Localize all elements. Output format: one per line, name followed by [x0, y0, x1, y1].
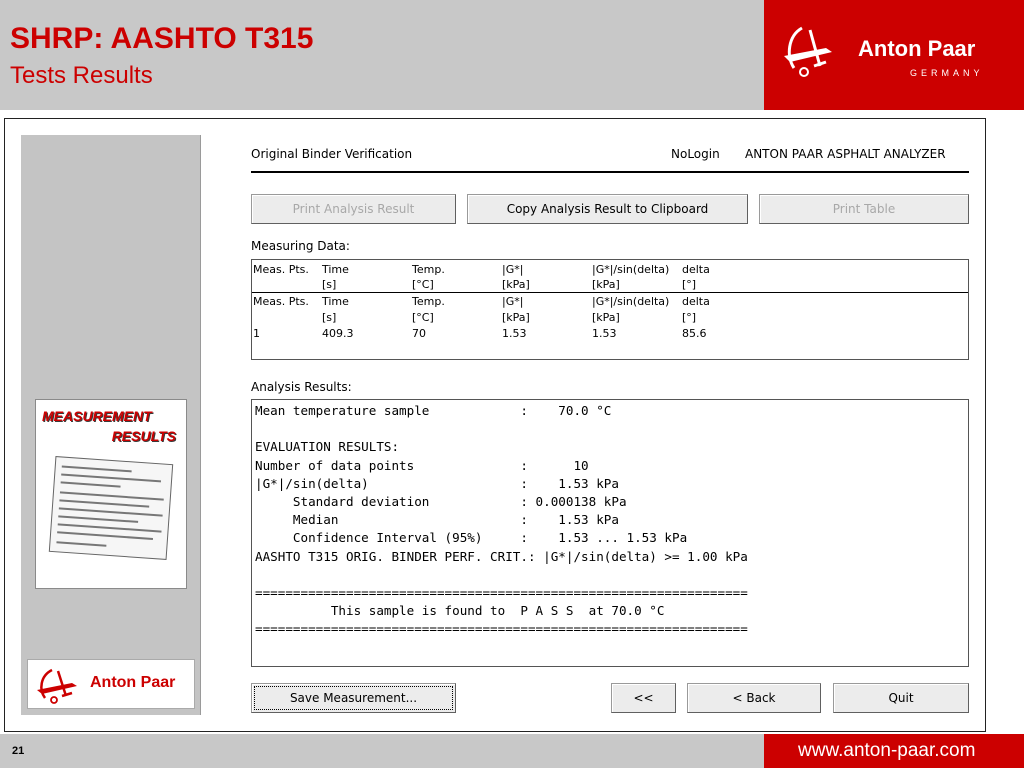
login-status: NoLogin — [671, 147, 720, 161]
column-unit: [s] — [322, 311, 337, 324]
anton-paar-logo — [27, 659, 195, 709]
brand-name: Anton Paar — [858, 36, 976, 61]
column-header: |G*| — [502, 295, 524, 308]
result-line: Confidence Interval (95%) : 1.53 ... 1.53 kPa — [255, 530, 688, 546]
column-unit: [°C] — [412, 278, 434, 291]
column-header: Time — [322, 295, 349, 308]
slide-title: SHRP: AASHTO T315 — [10, 22, 314, 55]
website-link[interactable]: www.anton-paar.com — [798, 740, 976, 761]
results-label: RESULTS — [111, 428, 176, 444]
table-unit-row — [252, 311, 968, 326]
column-unit: [°C] — [412, 311, 434, 324]
result-line: ================================================================= — [255, 621, 748, 637]
first-page-button[interactable]: << — [611, 683, 676, 713]
footer-brand-bar — [764, 734, 1024, 768]
page-number: 21 — [12, 745, 25, 757]
column-header: Temp. — [412, 263, 445, 276]
table-cell: 1.53 — [502, 327, 527, 340]
report-document-icon — [49, 456, 173, 560]
column-header: delta — [682, 295, 710, 308]
column-header: delta — [682, 263, 710, 276]
table-cell: 85.6 — [682, 327, 707, 340]
table-header-divider — [252, 292, 968, 293]
table-cell: 1.53 — [592, 327, 617, 340]
column-header: Time — [322, 263, 349, 276]
result-line: |G*|/sin(delta) : 1.53 kPa — [255, 475, 619, 491]
slide-footer — [0, 734, 1024, 768]
result-line — [255, 566, 968, 584]
slide-subtitle: Tests Results — [10, 62, 153, 89]
app-title-bar — [251, 147, 969, 173]
print-table-button[interactable]: Print Table — [759, 194, 969, 224]
result-line: EVALUATION RESULTS: — [255, 439, 400, 455]
app-name: ANTON PAAR ASPHALT ANALYZER — [745, 147, 946, 161]
result-line: ================================================================= — [255, 584, 748, 600]
software-screenshot — [4, 118, 986, 732]
table-header-row — [252, 263, 968, 278]
column-header: |G*|/sin(delta) — [592, 295, 670, 308]
quit-button[interactable]: Quit — [833, 683, 969, 713]
result-line: Median : 1.53 kPa — [255, 512, 619, 528]
result-line: AASHTO T315 ORIG. BINDER PERF. CRIT.: |G*|/sin(delta) >= 1.00 kPa — [255, 548, 748, 564]
result-line — [255, 420, 968, 438]
measurement-results-card — [35, 399, 187, 589]
brand-logo-box — [764, 0, 1024, 110]
column-header: |G*| — [502, 263, 524, 276]
table-row[interactable] — [252, 327, 968, 342]
table-unit-row — [252, 278, 968, 293]
logo-text: Anton Paar — [90, 674, 176, 691]
asphalt-analyzer-window — [251, 119, 971, 731]
column-header: |G*|/sin(delta) — [592, 263, 670, 276]
analysis-results-label: Analysis Results: — [251, 380, 352, 394]
copy-analysis-result-button[interactable]: Copy Analysis Result to Clipboard — [467, 194, 748, 224]
result-line: Number of data points : 10 — [255, 457, 589, 473]
result-line: Mean temperature sample : 70.0 °C — [255, 403, 612, 418]
result-line: Standard deviation : 0.000138 kPa — [255, 493, 627, 509]
table-header-row — [252, 295, 968, 310]
column-unit: [°] — [682, 278, 697, 291]
column-unit: [kPa] — [592, 311, 620, 324]
column-unit: [s] — [322, 278, 337, 291]
measuring-data-table[interactable] — [251, 259, 969, 360]
save-measurement-button[interactable]: Save Measurement... — [251, 683, 456, 713]
column-header: Meas. Pts. — [253, 263, 309, 276]
anton-paar-logo-icon — [780, 22, 836, 82]
measuring-data-label: Measuring Data: — [251, 239, 350, 253]
column-unit: [kPa] — [592, 278, 620, 291]
column-header: Temp. — [412, 295, 445, 308]
table-cell: 70 — [412, 327, 426, 340]
back-button[interactable]: < Back — [687, 683, 821, 713]
column-unit: [kPa] — [502, 278, 530, 291]
table-cell: 1 — [253, 327, 260, 340]
analysis-results-textbox[interactable] — [251, 399, 969, 667]
screen-title: Original Binder Verification — [251, 147, 413, 161]
table-cell: 409.3 — [322, 327, 354, 340]
column-unit: [kPa] — [502, 311, 530, 324]
anton-paar-logo-icon — [34, 666, 80, 706]
measurement-label: MEASUREMENT — [42, 408, 152, 424]
header-divider — [0, 110, 764, 112]
column-unit: [°] — [682, 311, 697, 324]
column-header: Meas. Pts. — [253, 295, 309, 308]
side-panel — [21, 135, 201, 715]
print-analysis-result-button[interactable]: Print Analysis Result — [251, 194, 456, 224]
pass-result-line: This sample is found to P A S S at 70.0 °C — [255, 603, 665, 619]
brand-country: GERMANY — [910, 68, 984, 78]
